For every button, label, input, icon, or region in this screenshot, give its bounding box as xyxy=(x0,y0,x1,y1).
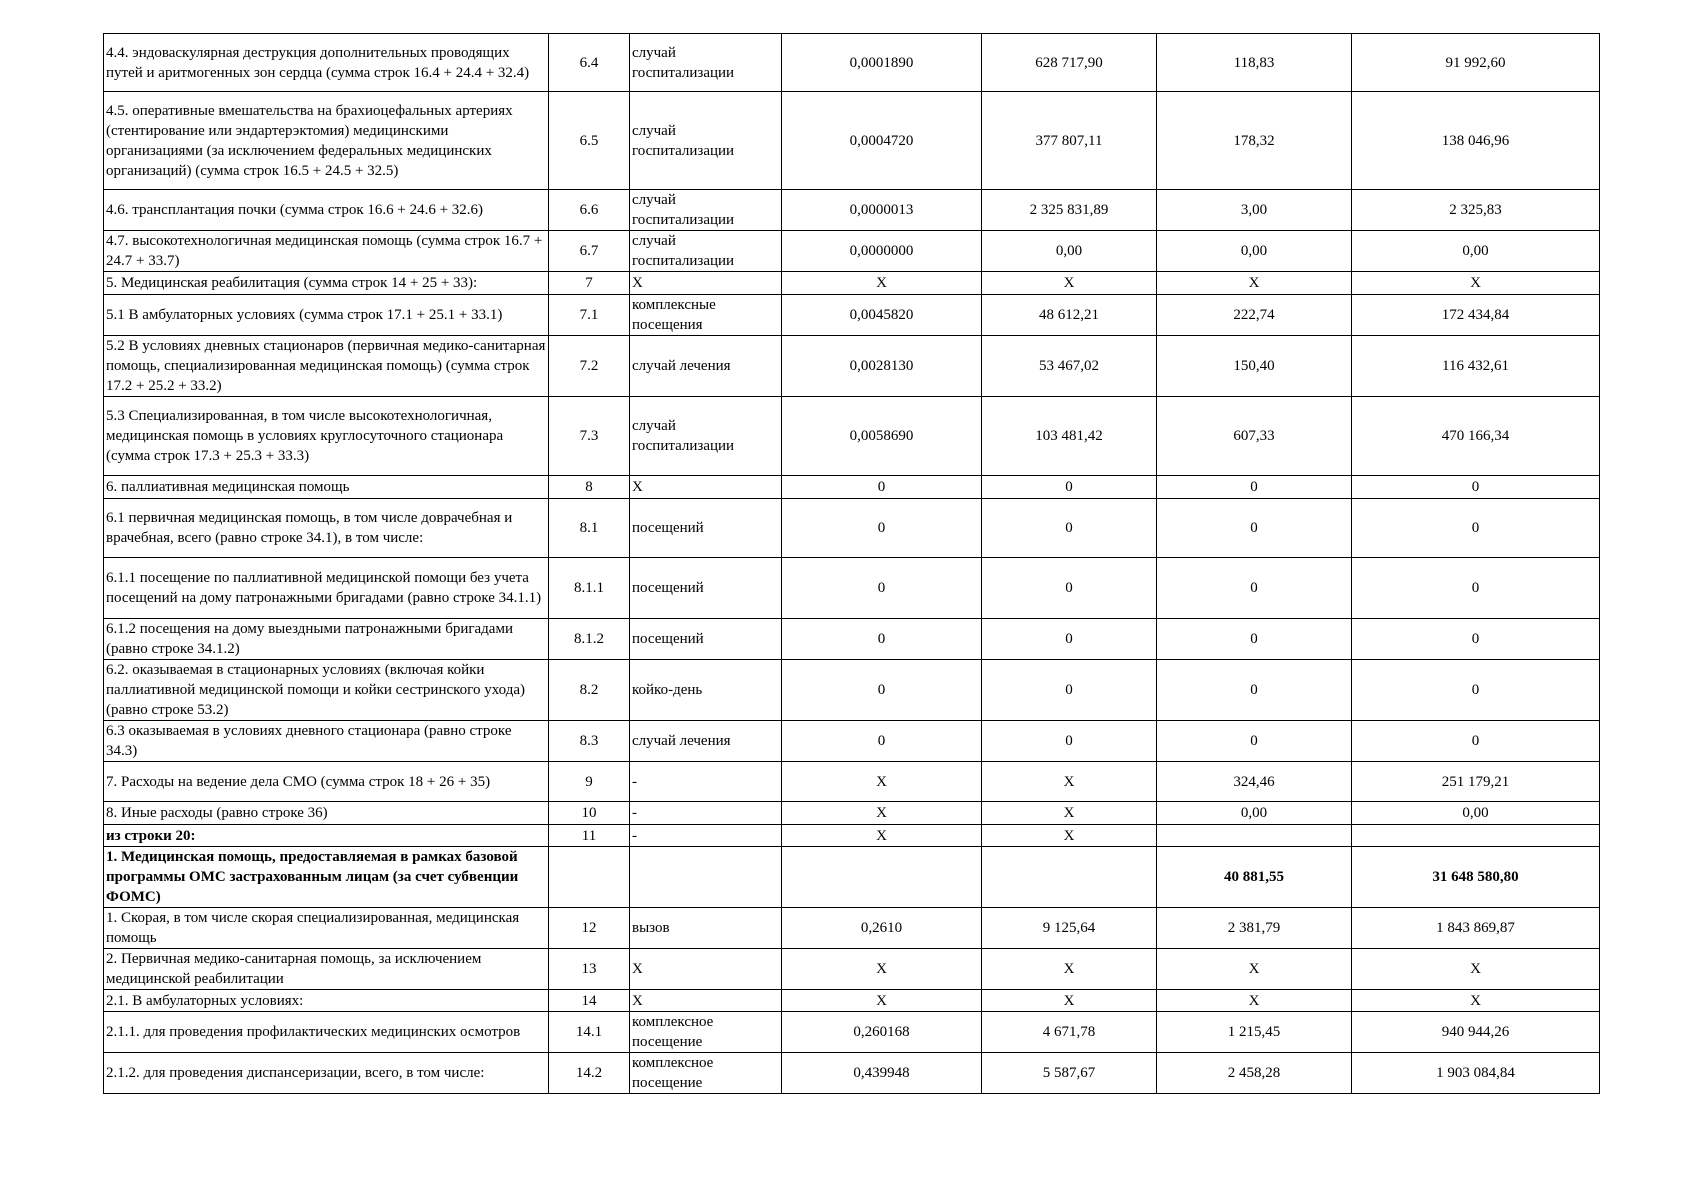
cell-row-code: 13 xyxy=(549,949,630,990)
cell-row-code: 7 xyxy=(549,272,630,295)
cell-per-capita: X xyxy=(1157,990,1352,1012)
cell-description: 6.2. оказываемая в стационарных условиях (включая койки паллиативной медицинской помощи и койки сестринского ухода) (равно строке 53.2) xyxy=(104,660,549,721)
cell-norm-cost: 628 717,90 xyxy=(982,34,1157,92)
cell-row-code xyxy=(549,847,630,908)
cell-per-capita: 222,74 xyxy=(1157,295,1352,336)
cell-description: из строки 20: xyxy=(104,825,549,847)
cell-total-cost: 138 046,96 xyxy=(1352,92,1600,190)
cell-unit: вызов xyxy=(630,908,782,949)
cell-per-capita: 3,00 xyxy=(1157,190,1352,231)
cell-row-code: 10 xyxy=(549,802,630,825)
cell-norm-volume xyxy=(782,847,982,908)
cell-description: 8. Иные расходы (равно строке 36) xyxy=(104,802,549,825)
cell-norm-volume: 0 xyxy=(782,558,982,619)
cell-norm-cost: 0 xyxy=(982,499,1157,558)
cell-row-code: 7.1 xyxy=(549,295,630,336)
cell-per-capita: 0,00 xyxy=(1157,231,1352,272)
table-row xyxy=(104,476,1600,499)
cell-row-code: 6.6 xyxy=(549,190,630,231)
cell-total-cost: 91 992,60 xyxy=(1352,34,1600,92)
cell-norm-cost: 0 xyxy=(982,619,1157,660)
cell-total-cost: 116 432,61 xyxy=(1352,336,1600,397)
cell-description: 1. Медицинская помощь, предоставляемая в рамках базовой программы ОМС застрахованным лицам (за счет субвенции ФОМС) xyxy=(104,847,549,908)
cell-norm-volume: X xyxy=(782,802,982,825)
cell-total-cost: 2 325,83 xyxy=(1352,190,1600,231)
table-row xyxy=(104,295,1600,336)
cell-total-cost: 0 xyxy=(1352,499,1600,558)
cell-unit: случай госпитализации xyxy=(630,92,782,190)
cell-per-capita: X xyxy=(1157,949,1352,990)
cell-per-capita: 0 xyxy=(1157,660,1352,721)
table-row xyxy=(104,990,1600,1012)
cell-row-code: 8 xyxy=(549,476,630,499)
cell-per-capita: 0,00 xyxy=(1157,802,1352,825)
cell-per-capita xyxy=(1157,825,1352,847)
cell-row-code: 6.7 xyxy=(549,231,630,272)
cell-total-cost: 0 xyxy=(1352,558,1600,619)
cell-norm-cost: X xyxy=(982,825,1157,847)
cell-norm-cost: X xyxy=(982,762,1157,802)
cell-per-capita: 1 215,45 xyxy=(1157,1012,1352,1053)
cell-norm-volume: 0,2610 xyxy=(782,908,982,949)
cell-norm-volume: 0,0000013 xyxy=(782,190,982,231)
cell-norm-cost: X xyxy=(982,802,1157,825)
cell-row-code: 7.3 xyxy=(549,397,630,476)
cell-per-capita: 2 381,79 xyxy=(1157,908,1352,949)
cell-description: 4.4. эндоваскулярная деструкция дополнительных проводящих путей и аритмогенных зон сердца (сумма строк 16.4 + 24.4 + 32.4) xyxy=(104,34,549,92)
cell-norm-cost: X xyxy=(982,272,1157,295)
cell-norm-cost: 0 xyxy=(982,660,1157,721)
cell-norm-volume: 0 xyxy=(782,721,982,762)
cell-per-capita: 0 xyxy=(1157,619,1352,660)
cell-norm-volume: 0 xyxy=(782,660,982,721)
cell-norm-volume: 0 xyxy=(782,476,982,499)
table-row xyxy=(104,558,1600,619)
data-table xyxy=(103,33,1600,1094)
table-row xyxy=(104,825,1600,847)
cell-description: 6.1 первичная медицинская помощь, в том числе доврачебная и врачебная, всего (равно строке 34.1), в том числе: xyxy=(104,499,549,558)
cell-norm-cost: X xyxy=(982,949,1157,990)
cell-unit: посещений xyxy=(630,558,782,619)
cell-norm-volume: 0 xyxy=(782,499,982,558)
cell-total-cost: 940 944,26 xyxy=(1352,1012,1600,1053)
cell-row-code: 11 xyxy=(549,825,630,847)
cell-norm-cost: 0 xyxy=(982,476,1157,499)
table-row xyxy=(104,499,1600,558)
table-row xyxy=(104,802,1600,825)
cell-total-cost: 0,00 xyxy=(1352,231,1600,272)
cell-norm-volume: X xyxy=(782,990,982,1012)
cell-norm-volume: 0,260168 xyxy=(782,1012,982,1053)
cell-norm-volume: X xyxy=(782,272,982,295)
cell-unit: случай госпитализации xyxy=(630,190,782,231)
cell-unit: - xyxy=(630,825,782,847)
table-row xyxy=(104,949,1600,990)
cell-description: 6. паллиативная медицинская помощь xyxy=(104,476,549,499)
cell-row-code: 9 xyxy=(549,762,630,802)
cell-unit: X xyxy=(630,476,782,499)
table-row xyxy=(104,1053,1600,1094)
cell-per-capita: 324,46 xyxy=(1157,762,1352,802)
table-row xyxy=(104,231,1600,272)
cell-description: 6.1.1 посещение по паллиативной медицинской помощи без учета посещений на дому патронажными бригадами (равно строке 34.1.1) xyxy=(104,558,549,619)
table-row xyxy=(104,1012,1600,1053)
cell-description: 6.3 оказываемая в условиях дневного стационара (равно строке 34.3) xyxy=(104,721,549,762)
cell-norm-volume: 0,0045820 xyxy=(782,295,982,336)
table-row xyxy=(104,908,1600,949)
cell-unit: комплексное посещение xyxy=(630,1012,782,1053)
cell-unit: - xyxy=(630,762,782,802)
cell-per-capita: 118,83 xyxy=(1157,34,1352,92)
cell-row-code: 8.1 xyxy=(549,499,630,558)
cell-total-cost: 172 434,84 xyxy=(1352,295,1600,336)
cell-total-cost: 31 648 580,80 xyxy=(1352,847,1600,908)
table-row xyxy=(104,34,1600,92)
cell-total-cost: 1 843 869,87 xyxy=(1352,908,1600,949)
table-row xyxy=(104,92,1600,190)
table-row xyxy=(104,847,1600,908)
cell-per-capita: 0 xyxy=(1157,476,1352,499)
cell-description: 2.1.2. для проведения диспансеризации, всего, в том числе: xyxy=(104,1053,549,1094)
cell-unit: X xyxy=(630,990,782,1012)
cell-norm-cost: 48 612,21 xyxy=(982,295,1157,336)
cell-row-code: 8.1.1 xyxy=(549,558,630,619)
table-row xyxy=(104,762,1600,802)
cell-per-capita: 0 xyxy=(1157,558,1352,619)
cell-unit: случай госпитализации xyxy=(630,34,782,92)
cell-unit: случай лечения xyxy=(630,721,782,762)
cell-description: 4.5. оперативные вмешательства на брахиоцефальных артериях (стентирование или эндартерэктомия) медицинскими организациями (за исключением федеральных медицинских организаций) (сумма строк 16.5 + 24.5 + 32.5) xyxy=(104,92,549,190)
cell-description: 7. Расходы на ведение дела СМО (сумма строк 18 + 26 + 35) xyxy=(104,762,549,802)
cell-norm-volume: 0,0000000 xyxy=(782,231,982,272)
cell-row-code: 14.1 xyxy=(549,1012,630,1053)
cell-description: 5.2 В условиях дневных стационаров (первичная медико-санитарная помощь, специализированная медицинская помощь) (сумма строк 17.2 + 25.2 + 33.2) xyxy=(104,336,549,397)
cell-unit: посещений xyxy=(630,619,782,660)
cell-per-capita: 178,32 xyxy=(1157,92,1352,190)
cell-total-cost: 0 xyxy=(1352,660,1600,721)
cell-per-capita: 150,40 xyxy=(1157,336,1352,397)
cell-norm-cost: 0,00 xyxy=(982,231,1157,272)
cell-norm-cost: 103 481,42 xyxy=(982,397,1157,476)
cell-per-capita: 2 458,28 xyxy=(1157,1053,1352,1094)
cell-description: 1. Скорая, в том числе скорая специализированная, медицинская помощь xyxy=(104,908,549,949)
cell-description: 2. Первичная медико-санитарная помощь, за исключением медицинской реабилитации xyxy=(104,949,549,990)
cell-norm-cost: X xyxy=(982,990,1157,1012)
cell-row-code: 6.5 xyxy=(549,92,630,190)
cell-unit: X xyxy=(630,949,782,990)
table-row xyxy=(104,397,1600,476)
cell-row-code: 8.2 xyxy=(549,660,630,721)
cell-description: 4.6. трансплантация почки (сумма строк 16.6 + 24.6 + 32.6) xyxy=(104,190,549,231)
cell-total-cost: 0,00 xyxy=(1352,802,1600,825)
cell-row-code: 14.2 xyxy=(549,1053,630,1094)
cell-unit: случай лечения xyxy=(630,336,782,397)
table-row xyxy=(104,190,1600,231)
cell-norm-volume: 0,0028130 xyxy=(782,336,982,397)
cell-total-cost: X xyxy=(1352,990,1600,1012)
cell-total-cost: 0 xyxy=(1352,619,1600,660)
cell-description: 5.1 В амбулаторных условиях (сумма строк 17.1 + 25.1 + 33.1) xyxy=(104,295,549,336)
cell-per-capita: 0 xyxy=(1157,499,1352,558)
cell-description: 6.1.2 посещения на дому выездными патронажными бригадами (равно строке 34.1.2) xyxy=(104,619,549,660)
table-row xyxy=(104,336,1600,397)
cell-norm-volume: 0,0004720 xyxy=(782,92,982,190)
cell-norm-volume: 0,0001890 xyxy=(782,34,982,92)
cell-norm-cost: 9 125,64 xyxy=(982,908,1157,949)
cell-total-cost: 1 903 084,84 xyxy=(1352,1053,1600,1094)
cell-norm-cost: 377 807,11 xyxy=(982,92,1157,190)
cell-row-code: 12 xyxy=(549,908,630,949)
cell-norm-cost: 5 587,67 xyxy=(982,1053,1157,1094)
table-row xyxy=(104,272,1600,295)
cell-norm-cost: 0 xyxy=(982,721,1157,762)
cell-description: 5. Медицинская реабилитация (сумма строк 14 + 25 + 33): xyxy=(104,272,549,295)
cell-norm-volume: 0 xyxy=(782,619,982,660)
cell-unit: случай госпитализации xyxy=(630,231,782,272)
cell-norm-cost: 2 325 831,89 xyxy=(982,190,1157,231)
cell-unit xyxy=(630,847,782,908)
cell-norm-cost xyxy=(982,847,1157,908)
cell-per-capita: 40 881,55 xyxy=(1157,847,1352,908)
cell-total-cost: 0 xyxy=(1352,476,1600,499)
cell-norm-volume: 0,439948 xyxy=(782,1053,982,1094)
cell-norm-cost: 4 671,78 xyxy=(982,1012,1157,1053)
cell-per-capita: X xyxy=(1157,272,1352,295)
cell-unit: - xyxy=(630,802,782,825)
cell-unit: комплексные посещения xyxy=(630,295,782,336)
table-body xyxy=(104,34,1600,1094)
cell-description: 2.1.1. для проведения профилактических медицинских осмотров xyxy=(104,1012,549,1053)
cell-row-code: 8.1.2 xyxy=(549,619,630,660)
table-row xyxy=(104,660,1600,721)
cell-total-cost: 470 166,34 xyxy=(1352,397,1600,476)
cell-per-capita: 0 xyxy=(1157,721,1352,762)
cell-total-cost: X xyxy=(1352,272,1600,295)
cell-description: 2.1. В амбулаторных условиях: xyxy=(104,990,549,1012)
cell-row-code: 14 xyxy=(549,990,630,1012)
cell-norm-volume: 0,0058690 xyxy=(782,397,982,476)
cell-row-code: 8.3 xyxy=(549,721,630,762)
cell-norm-cost: 0 xyxy=(982,558,1157,619)
cell-unit: посещений xyxy=(630,499,782,558)
cell-unit: случай госпитализации xyxy=(630,397,782,476)
table-row xyxy=(104,619,1600,660)
cell-unit: комплексное посещение xyxy=(630,1053,782,1094)
cell-per-capita: 607,33 xyxy=(1157,397,1352,476)
cell-description: 4.7. высокотехнологичная медицинская помощь (сумма строк 16.7 + 24.7 + 33.7) xyxy=(104,231,549,272)
cell-total-cost: X xyxy=(1352,949,1600,990)
cell-row-code: 6.4 xyxy=(549,34,630,92)
cell-norm-cost: 53 467,02 xyxy=(982,336,1157,397)
cell-norm-volume: X xyxy=(782,825,982,847)
cell-total-cost: 0 xyxy=(1352,721,1600,762)
cell-description: 5.3 Специализированная, в том числе высокотехнологичная, медицинская помощь в условиях круглосуточного стационара (сумма строк 17.3 + 25.3 + 33.3) xyxy=(104,397,549,476)
table-row xyxy=(104,721,1600,762)
cell-norm-volume: X xyxy=(782,949,982,990)
cell-norm-volume: X xyxy=(782,762,982,802)
cell-total-cost xyxy=(1352,825,1600,847)
cell-unit: X xyxy=(630,272,782,295)
cell-total-cost: 251 179,21 xyxy=(1352,762,1600,802)
cell-unit: койко-день xyxy=(630,660,782,721)
cell-row-code: 7.2 xyxy=(549,336,630,397)
